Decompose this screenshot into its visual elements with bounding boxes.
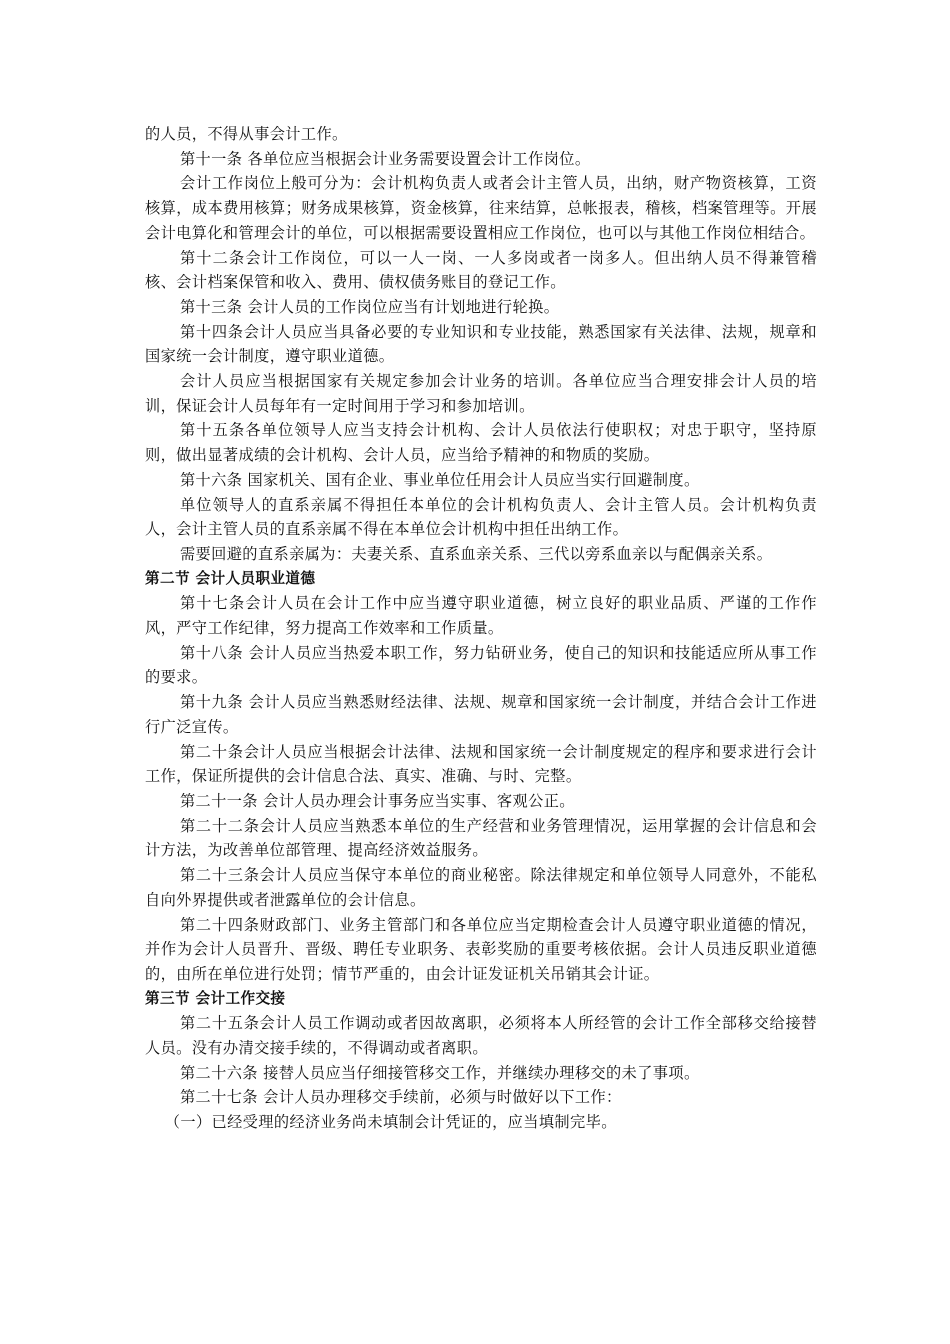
- article-16: 第十六条 国家机关、国有企业、事业单位任用会计人员应当实行回避制度。: [179, 470, 700, 489]
- article-25: 第二十五条会计人员工作调动或者因故离职，必须将本人所经管的会计工作全部移交给接替人员。没有办清交接手续的，不得调动或者离职。: [145, 1014, 817, 1058]
- article-12: 第十二条会计工作岗位，可以一人一岗、一人多岗或者一岗多人。但出纳人员不得兼管稽核、会计档案保管和收入、费用、债权债务账目的登记工作。: [145, 248, 817, 292]
- article-24: 第二十四条财政部门、业务主管部门和各单位应当定期检查会计人员遵守职业道德的情况，并作为会计人员晋升、晋级、聘任专业职务、表彰奖励的重要考核依据。会计人员违反职业道德的，由所在单位进行处罚；情节严重的，由会计证发证机关吊销其会计证。: [145, 915, 817, 983]
- paragraph: 会计人员应当根据国家有关规定参加会计业务的培训。各单位应当合理安排会计人员的培训，保证会计人员每年有一定时间用于学习和参加培训。: [145, 372, 817, 415]
- article-27: 第二十七条 会计人员办理移交手续前，必须与时做好以下工作：: [179, 1088, 622, 1107]
- article-22: 第二十二条会计人员应当熟悉本单位的生产经营和业务管理情况，运用掌握的会计信息和会计方法，为改善单位部管理、提高经济效益服务。: [145, 816, 817, 860]
- paragraph: 的人员，不得从事会计工作。: [145, 125, 348, 143]
- section-heading: 第三节 会计工作交接: [145, 989, 286, 1007]
- paragraph: 需要回避的直系亲属为：夫妻关系、直系血亲关系、三代以旁系血亲以与配偶亲关系。: [179, 544, 773, 563]
- article-13: 第十三条 会计人员的工作岗位应当有计划地进行轮换。: [179, 297, 560, 316]
- paragraph: 单位领导人的直系亲属不得担任本单位的会计机构负责人、会计主管人员。会计机构负责人，会计主管人员的直系亲属不得在本单位会计机构中担任出纳工作。: [145, 495, 817, 539]
- article-17: 第十七条会计人员在会计工作中应当遵守职业道德，树立良好的职业品质、严谨的工作作风，严守工作纪律，努力提高工作效率和工作质量。: [145, 594, 817, 638]
- article-15: 第十五条各单位领导人应当支持会计机构、会计人员依法行使职权；对忠于职守，坚持原则，做出显著成绩的会计机构、会计人员，应当给予精神的和物质的奖励。: [145, 421, 817, 465]
- article-18: 第十八条 会计人员应当热爱本职工作，努力钻研业务，使自己的知识和技能适应所从事工作的要求。: [145, 643, 817, 687]
- article-11: 第十一条 各单位应当根据会计业务需要设置会计工作岗位。: [179, 149, 591, 168]
- article-21: 第二十一条 会计人员办理会计事务应当实事、客观公正。: [179, 791, 575, 810]
- paragraph: 会计工作岗位上般可分为：会计机构负责人或者会计主管人员，出纳，财产物资核算，工资核算，成本费用核算；财务成果核算，资金核算，往来结算，总帐报表，稽核，档案管理等。开展会计电算化和管理会计的单位，可以根据需要设置相应工作岗位，也可以与其他工作岗位相结合。: [145, 174, 817, 242]
- document-page: [145, 122, 817, 1135]
- article-20: 第二十条会计人员应当根据会计法律、法规和国家统一会计制度规定的程序和要求进行会计工作，保证所提供的会计信息合法、真实、准确、与时、完整。: [145, 742, 817, 786]
- list-item: （一）已经受理的经济业务尚未填制会计凭证的，应当填制完毕。: [164, 1113, 617, 1132]
- article-26: 第二十六条 接替人员应当仔细接管移交工作，并继续办理移交的未了事项。: [179, 1063, 700, 1082]
- article-19: 第十九条 会计人员应当熟悉财经法律、法规、规章和国家统一会计制度，并结合会计工作进行广泛宣传。: [145, 693, 817, 736]
- section-heading: 第二节 会计人员职业道德: [145, 569, 316, 587]
- article-23: 第二十三条会计人员应当保守本单位的商业秘密。除法律规定和单位领导人同意外，不能私自向外界提供或者泄露单位的会计信息。: [145, 866, 817, 909]
- article-14: 第十四条会计人员应当具备必要的专业知识和专业技能，熟悉国家有关法律、法规，规章和国家统一会计制度，遵守职业道德。: [145, 322, 817, 366]
